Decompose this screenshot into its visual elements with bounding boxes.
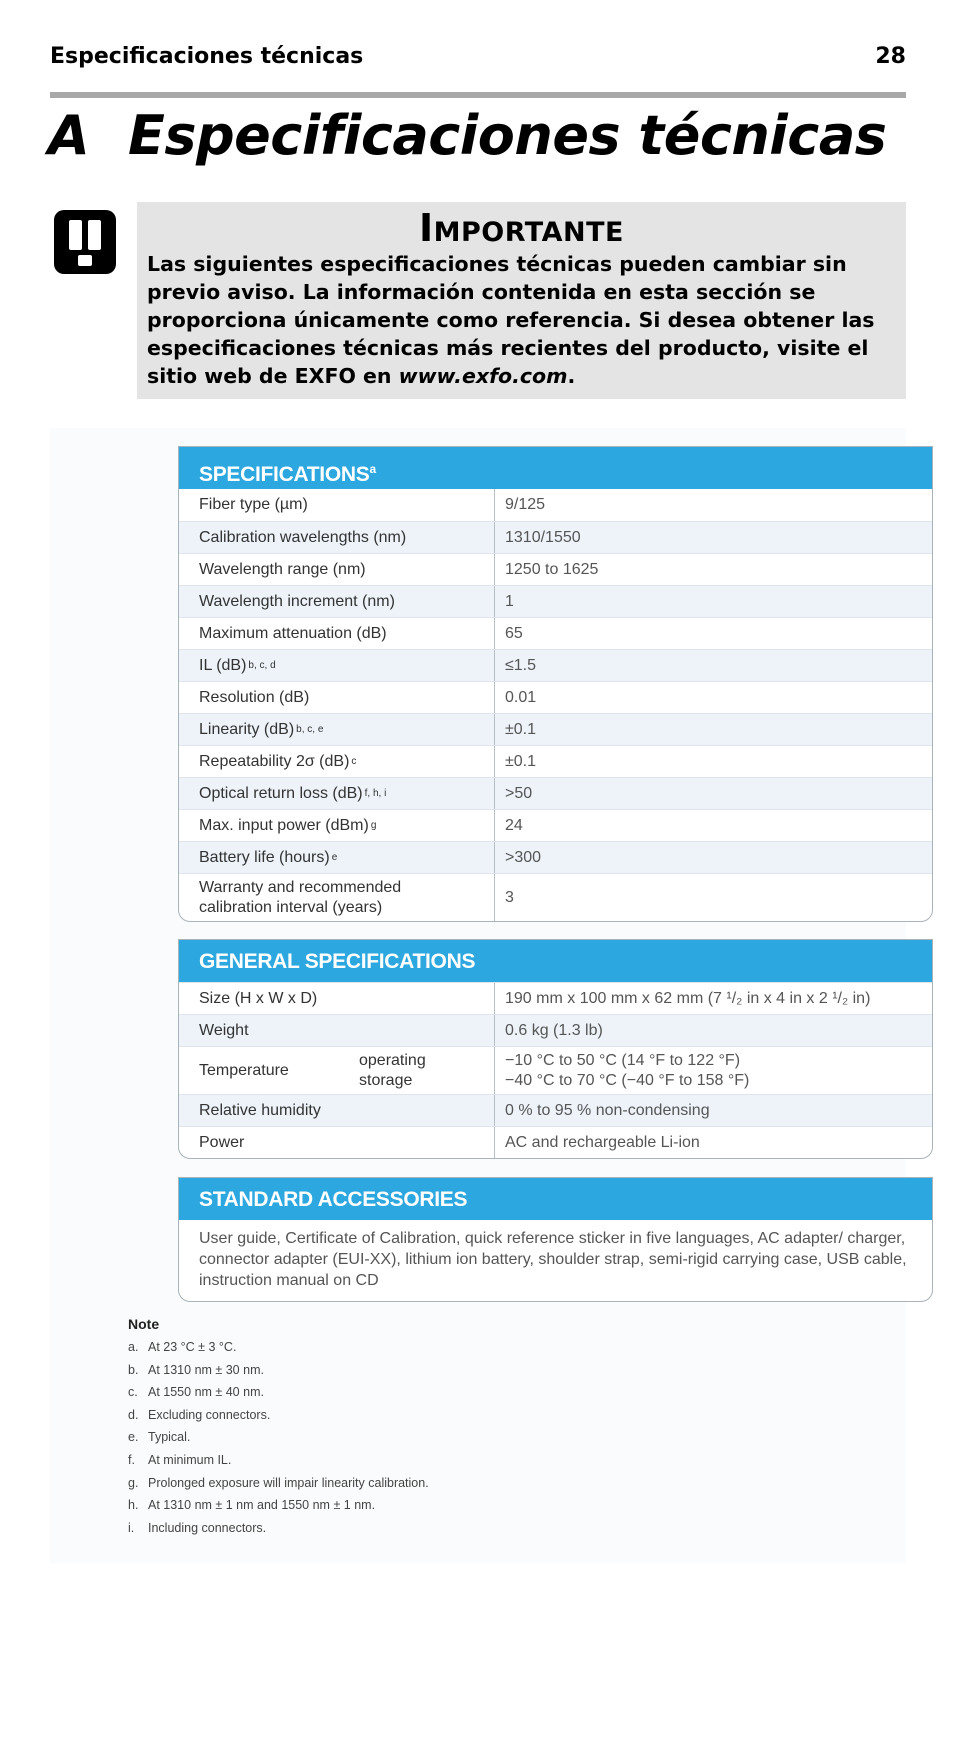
spec-row [179, 649, 932, 681]
notes [128, 1316, 429, 1543]
spec-label: Wavelength range (nm) [179, 554, 495, 585]
spec-label: Linearity (dB) b, c, e [179, 714, 495, 745]
specifications-rows [179, 489, 932, 873]
general-row-power [179, 1126, 932, 1158]
spec-value: ±0.1 [505, 720, 537, 738]
spec-label: Battery life (hours) e [179, 842, 495, 873]
general-row-size [179, 982, 932, 1014]
spec-footnote-ref: e [331, 852, 338, 863]
note-item [128, 1498, 429, 1521]
note-item [128, 1408, 429, 1431]
note-text: Including connectors. [148, 1520, 267, 1535]
spec-value: >50 [505, 784, 533, 802]
specifications-panel [178, 446, 933, 922]
important-heading: Importante [418, 206, 624, 250]
note-letter: e. [128, 1430, 139, 1445]
note-text: Excluding connectors. [148, 1407, 271, 1422]
notes-title: Note [128, 1316, 160, 1332]
note-letter: c. [128, 1385, 138, 1400]
note-text: At minimum IL. [148, 1452, 232, 1467]
note-letter: d. [128, 1407, 139, 1422]
header-rule [50, 92, 906, 98]
power-value: AC and rechargeable Li-ion [505, 1133, 700, 1151]
spec-row [179, 713, 932, 745]
important-body-text: Las siguientes especificaciones técnicas pueden cambiar sin previo aviso. La información contenida en esta sección se proporciona únicamente como referencia. Si desea obtener las especificaciones técnicas más recientes del producto, visite el sitio web de EXFO en [147, 252, 875, 388]
note-text: At 1310 nm ± 1 nm and 1550 nm ± 1 nm. [148, 1498, 376, 1513]
exfo-website-link[interactable]: www.exfo.com [398, 364, 568, 388]
spec-row [179, 841, 932, 873]
note-text: Prolonged exposure will impair linearity calibration. [148, 1475, 429, 1490]
spec-label: IL (dB) b, c, d [179, 650, 495, 681]
spec-row [179, 553, 932, 585]
chapter-title-text: Especificaciones técnicas [128, 104, 887, 167]
general-row-temperature [179, 1046, 932, 1094]
important-box [137, 202, 906, 399]
spec-row-warranty [179, 873, 932, 921]
spec-label: Optical return loss (dB) f, h, i [179, 778, 495, 809]
running-title: Especificaciones técnicas [50, 44, 364, 69]
chapter-letter: A [48, 104, 90, 167]
specifications-title-footnote: a [369, 462, 376, 476]
spec-value: ±0.1 [505, 752, 537, 770]
temperature-storage-value: −40 °C to 70 °C (−40 °F to 158 °F) [505, 1071, 750, 1089]
general-row-humidity [179, 1094, 932, 1126]
important-body-end: . [567, 364, 576, 388]
standard-accessories-title: STANDARD ACCESSORIES [179, 1178, 932, 1220]
general-row-weight [179, 1014, 932, 1046]
page-number: 28 [875, 44, 906, 69]
temperature-operating-value: −10 °C to 50 °C (14 °F to 122 °F) [505, 1051, 741, 1069]
spec-value: 0.01 [505, 688, 537, 706]
spec-value: >300 [505, 848, 542, 866]
size-value: 190 mm x 100 mm x 62 mm (7 ¹/₂ in x 4 in x 2 ¹/₂ in) [505, 989, 871, 1007]
note-item [128, 1340, 429, 1363]
important-icon [54, 210, 116, 274]
note-letter: f. [128, 1452, 135, 1467]
general-specifications-title: GENERAL SPECIFICATIONS [179, 940, 932, 982]
note-item [128, 1453, 429, 1476]
spec-footnote-ref: c [351, 756, 357, 767]
spec-label: Fiber type (µm) [179, 489, 495, 521]
note-item [128, 1363, 429, 1386]
weight-value: 0.6 kg (1.3 lb) [505, 1021, 603, 1039]
warranty-label-line1: Warranty and recommended [199, 878, 402, 896]
note-letter: i. [128, 1520, 135, 1535]
note-item [128, 1521, 429, 1544]
note-text: At 1310 nm ± 30 nm. [148, 1362, 264, 1377]
chapter-title [48, 104, 886, 167]
warranty-label-line2: calibration interval (years) [199, 898, 383, 916]
note-letter: b. [128, 1362, 139, 1377]
spec-footnote-ref: b, c, d [248, 660, 276, 671]
spec-footnote-ref: b, c, e [296, 724, 324, 735]
spec-label: Maximum attenuation (dB) [179, 618, 495, 649]
general-specifications-panel [178, 939, 933, 1159]
note-letter: g. [128, 1475, 139, 1490]
standard-accessories-panel [178, 1177, 933, 1302]
spec-row [179, 745, 932, 777]
spec-row [179, 521, 932, 553]
humidity-value: 0 % to 95 % non-condensing [505, 1101, 710, 1119]
spec-value: 65 [505, 624, 523, 642]
temperature-storage-label: storage [359, 1071, 413, 1089]
spec-value: 9/125 [505, 496, 546, 513]
note-text: At 23 °C ± 3 °C. [148, 1340, 237, 1354]
note-item [128, 1476, 429, 1499]
note-item [128, 1430, 429, 1453]
size-label: Size (H x W x D) [179, 983, 495, 1014]
important-body [147, 250, 896, 390]
spec-row [179, 617, 932, 649]
spec-footnote-ref: f, h, i [364, 788, 387, 799]
note-text: Typical. [148, 1430, 191, 1445]
weight-label: Weight [179, 1015, 495, 1046]
note-letter: h. [128, 1498, 139, 1513]
spec-row [179, 585, 932, 617]
notes-list [128, 1340, 429, 1543]
spec-value: 1310/1550 [505, 528, 581, 546]
spec-value: ≤1.5 [505, 656, 537, 674]
power-label: Power [179, 1127, 495, 1158]
note-text: At 1550 nm ± 40 nm. [148, 1385, 264, 1400]
running-header [50, 44, 906, 74]
spec-row [179, 809, 932, 841]
note-item [128, 1385, 429, 1408]
humidity-label: Relative humidity [179, 1095, 495, 1126]
spec-label: Calibration wavelengths (nm) [179, 522, 495, 553]
spec-row [179, 681, 932, 713]
note-letter: a. [128, 1340, 139, 1354]
standard-accessories-text: User guide, Certificate of Calibration, quick reference sticker in five languages, AC adapter/ charger, connector adapter (EUI-XX), lithium ion battery, shoulder strap, semi-rigid carrying case, USB cable, instruction manual on CD [199, 1230, 907, 1289]
spec-label: Repeatability 2σ (dB) c [179, 746, 495, 777]
spec-label: Wavelength increment (nm) [179, 586, 495, 617]
spec-row [179, 489, 932, 521]
spec-value: 1250 to 1625 [505, 560, 599, 578]
temperature-label: Temperature [199, 1061, 289, 1079]
specifications-title: SPECIFICATIONS$^a$ [179, 447, 932, 489]
spec-label: Resolution (dB) [179, 682, 495, 713]
temperature-operating-label: operating [359, 1051, 426, 1069]
spec-value: 24 [505, 816, 523, 834]
spec-label: Max. input power (dBm) g [179, 810, 495, 841]
spec-value: 1 [505, 592, 514, 610]
spec-row [179, 777, 932, 809]
spec-footnote-ref: g [370, 820, 377, 831]
warranty-value: 3 [505, 888, 514, 906]
